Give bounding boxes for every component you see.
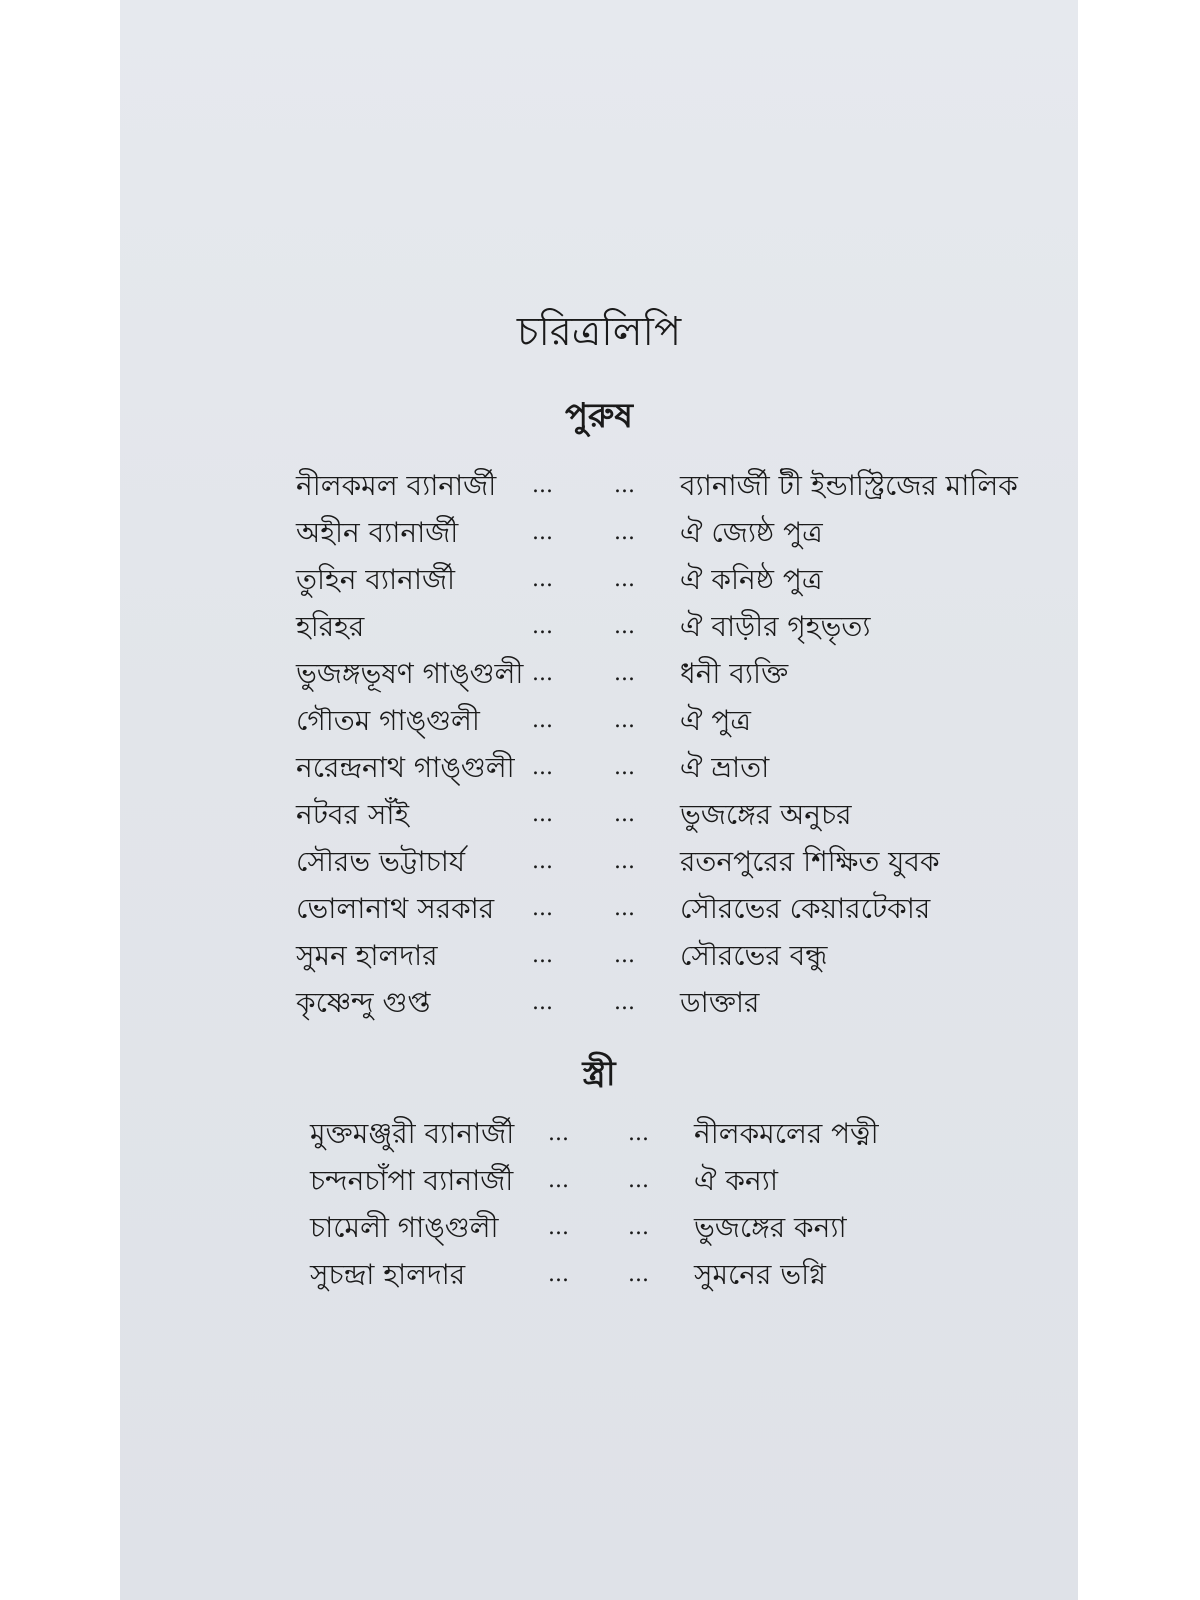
character-name: ভোলানাথ সরকার — [296, 892, 495, 925]
dot-leader: ... — [548, 1121, 569, 1146]
dot-leader: ... — [614, 990, 635, 1015]
cast-row — [120, 885, 1078, 932]
female-cast-list — [120, 1110, 1078, 1298]
character-role: ঐ কনিষ্ঠ পুত্র — [680, 563, 823, 596]
dot-leader: ... — [614, 661, 635, 686]
character-role: সৌরভের বন্ধু — [680, 939, 828, 972]
dot-leader: ... — [614, 567, 635, 592]
dot-leader: ... — [532, 990, 553, 1015]
cast-row — [120, 979, 1078, 1026]
dot-leader: ... — [532, 567, 553, 592]
dot-leader: ... — [614, 755, 635, 780]
character-name: সুচন্দ্রা হালদার — [310, 1258, 466, 1291]
character-role: ডাক্তার — [680, 986, 760, 1019]
male-cast-list — [120, 462, 1078, 1026]
dot-leader: ... — [532, 896, 553, 921]
character-name: হরিহর — [296, 610, 365, 643]
character-role: রতনপুরের শিক্ষিত যুবক — [680, 845, 940, 878]
dot-leader: ... — [628, 1168, 649, 1193]
dot-leader: ... — [532, 661, 553, 686]
book-page — [120, 0, 1078, 1600]
dot-leader: ... — [548, 1262, 569, 1287]
cast-row — [120, 556, 1078, 603]
dot-leader: ... — [628, 1121, 649, 1146]
dot-leader: ... — [628, 1215, 649, 1240]
character-name: সুমন হালদার — [296, 939, 438, 972]
cast-row — [120, 650, 1078, 697]
cast-row — [120, 1157, 1078, 1204]
character-role: ভুজঙ্গের কন্যা — [694, 1211, 847, 1244]
cast-row — [120, 509, 1078, 556]
female-section-heading: স্ত্রী — [582, 1054, 616, 1094]
character-role: নীলকমলের পত্নী — [694, 1117, 879, 1150]
dot-leader: ... — [532, 802, 553, 827]
cast-row — [120, 838, 1078, 885]
character-name: নরেন্দ্রনাথ গাঙ্গুলী — [296, 751, 515, 784]
dot-leader: ... — [532, 755, 553, 780]
character-name: চামেলী গাঙ্গুলী — [310, 1211, 499, 1244]
cast-row — [120, 932, 1078, 979]
cast-row — [120, 1204, 1078, 1251]
dot-leader: ... — [614, 473, 635, 498]
character-role: ঐ কন্যা — [694, 1164, 778, 1197]
dot-leader: ... — [614, 896, 635, 921]
dot-leader: ... — [614, 849, 635, 874]
character-role: সুমনের ভগ্নি — [694, 1258, 827, 1291]
character-name: মুক্তমঞ্জুরী ব্যানার্জী — [310, 1117, 515, 1150]
dot-leader: ... — [614, 614, 635, 639]
male-section-heading: পুরুষ — [565, 396, 633, 436]
character-role: ব্যানার্জী টী ইন্ডাস্ট্রিজের মালিক — [680, 469, 1018, 502]
character-name: সৌরভ ভট্টাচার্য — [296, 845, 466, 878]
character-role: ভুজঙ্গের অনুচর — [680, 798, 852, 831]
character-name: তুহিন ব্যানার্জী — [296, 563, 456, 596]
cast-row — [120, 791, 1078, 838]
dot-leader: ... — [532, 849, 553, 874]
cast-row — [120, 1110, 1078, 1157]
character-name: গৌতম গাঙ্গুলী — [296, 704, 480, 737]
character-name: অহীন ব্যানার্জী — [296, 516, 459, 549]
cast-row — [120, 1251, 1078, 1298]
page-title: চরিত্রলিপি — [516, 309, 682, 355]
dot-leader: ... — [614, 802, 635, 827]
dot-leader: ... — [614, 943, 635, 968]
character-name: নটবর সাঁই — [296, 798, 410, 831]
character-role: ধনী ব্যক্তি — [680, 657, 789, 690]
dot-leader: ... — [614, 520, 635, 545]
dot-leader: ... — [532, 708, 553, 733]
character-name: ভুজঙ্গভূষণ গাঙ্গুলী — [296, 657, 524, 690]
cast-row — [120, 603, 1078, 650]
dot-leader: ... — [532, 943, 553, 968]
dot-leader: ... — [532, 614, 553, 639]
character-name: চন্দনচাঁপা ব্যানার্জী — [310, 1164, 514, 1197]
dot-leader: ... — [614, 708, 635, 733]
character-name: নীলকমল ব্যানার্জী — [296, 469, 497, 502]
dot-leader: ... — [532, 520, 553, 545]
character-role: ঐ ভ্রাতা — [680, 751, 770, 784]
character-role: সৌরভের কেয়ারটেকার — [680, 892, 931, 925]
character-role: ঐ পুত্র — [680, 704, 751, 737]
cast-row — [120, 697, 1078, 744]
dot-leader: ... — [548, 1215, 569, 1240]
dot-leader: ... — [628, 1262, 649, 1287]
character-name: কৃষ্ণেন্দু গুপ্ত — [296, 986, 431, 1019]
dot-leader: ... — [532, 473, 553, 498]
cast-row — [120, 462, 1078, 509]
character-role: ঐ জ্যেষ্ঠ পুত্র — [680, 516, 823, 549]
cast-row — [120, 744, 1078, 791]
character-role: ঐ বাড়ীর গৃহভৃত্য — [680, 610, 871, 643]
dot-leader: ... — [548, 1168, 569, 1193]
